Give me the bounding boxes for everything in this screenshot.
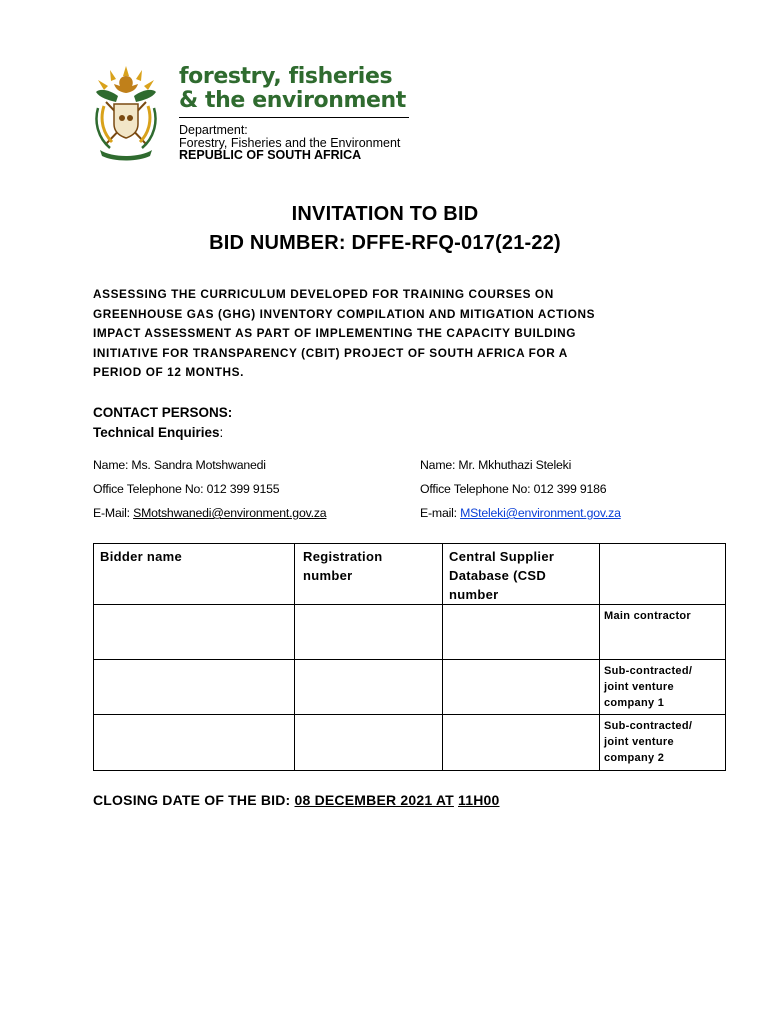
closing-date-label: CLOSING DATE OF THE BID:: [93, 792, 295, 808]
role-cell: Main contractor: [600, 605, 726, 660]
contact-right-email-link[interactable]: MSteleki@environment.gov.za: [460, 506, 621, 520]
contact-persons-heading: CONTACT PERSONS:: [93, 405, 233, 420]
department-name: Forestry, Fisheries and the Environment: [179, 136, 401, 150]
table-row: [94, 660, 726, 715]
country-name: REPUBLIC OF SOUTH AFRICA: [179, 148, 362, 162]
contact-right-phone: Office Telephone No: 012 399 9186: [420, 482, 607, 496]
technical-enquiries-label: Technical Enquiries: [93, 425, 220, 440]
brand-name-line2: & the environment: [179, 88, 406, 113]
csd-number-cell[interactable]: [443, 660, 600, 715]
contact-right-email-row: [420, 507, 621, 519]
contact-left-email-row: [93, 507, 326, 519]
description-line: INITIATIVE FOR TRANSPARENCY (CBIT) PROJECT OF SOUTH AFRICA FOR A: [93, 345, 568, 360]
csd-number-cell[interactable]: [443, 605, 600, 660]
contact-left-phone: Office Telephone No: 012 399 9155: [93, 482, 280, 496]
csd-number-cell[interactable]: [443, 715, 600, 771]
contact-left-name: Name: Ms. Sandra Motshwanedi: [93, 458, 266, 472]
technical-enquiries-heading: [93, 426, 223, 440]
registration-number-cell[interactable]: [295, 715, 443, 771]
bidder-table: [93, 543, 726, 771]
contact-right-name: Name: Mr. Mkhuthazi Steleki: [420, 458, 572, 472]
table-row: [94, 715, 726, 771]
header-bidder-name: Bidder name: [94, 544, 295, 605]
description-line: GREENHOUSE GAS (GHG) INVENTORY COMPILATION AND MITIGATION ACTIONS: [93, 306, 596, 321]
closing-date: [93, 793, 500, 807]
technical-enquiries-colon: :: [219, 425, 224, 440]
registration-number-cell[interactable]: [295, 605, 443, 660]
department-label: Department:: [179, 123, 248, 137]
bidder-name-cell[interactable]: [94, 715, 295, 771]
contact-left-email[interactable]: SMotshwanedi@environment.gov.za: [133, 506, 327, 520]
table-row: [94, 605, 726, 660]
header-csd-number: Central Supplier Database (CSD number: [443, 544, 600, 605]
document-title: INVITATION TO BID: [291, 203, 479, 225]
coat-of-arms-icon: [86, 62, 166, 164]
contact-right-email-label: E-mail:: [420, 506, 461, 520]
role-cell: Sub-contracted/ joint venture company 1: [600, 660, 726, 715]
closing-time-value: 11H00: [458, 792, 500, 808]
description-line: IMPACT ASSESSMENT AS PART OF IMPLEMENTING THE CAPACITY BUILDING: [93, 326, 577, 341]
bidder-name-cell[interactable]: [94, 660, 295, 715]
bid-number: BID NUMBER: DFFE-RFQ-017(21-22): [209, 232, 561, 254]
brand-name-line1: forestry, fisheries: [179, 64, 393, 89]
role-cell: Sub-contracted/ joint venture company 2: [600, 715, 726, 771]
letterhead-divider: [179, 117, 409, 118]
contact-left-email-label: E-Mail:: [93, 506, 134, 520]
closing-date-value: 08 DECEMBER 2021 AT: [294, 792, 454, 808]
header-registration-number: Registration number: [295, 544, 443, 605]
registration-number-cell[interactable]: [295, 660, 443, 715]
header-role: [600, 544, 726, 605]
table-header-row: [94, 544, 726, 605]
description-line: ASSESSING THE CURRICULUM DEVELOPED FOR TRAINING COURSES ON: [93, 287, 554, 301]
description-line: PERIOD OF 12 MONTHS.: [93, 365, 244, 380]
bidder-name-cell[interactable]: [94, 605, 295, 660]
bid-description: [93, 285, 683, 383]
